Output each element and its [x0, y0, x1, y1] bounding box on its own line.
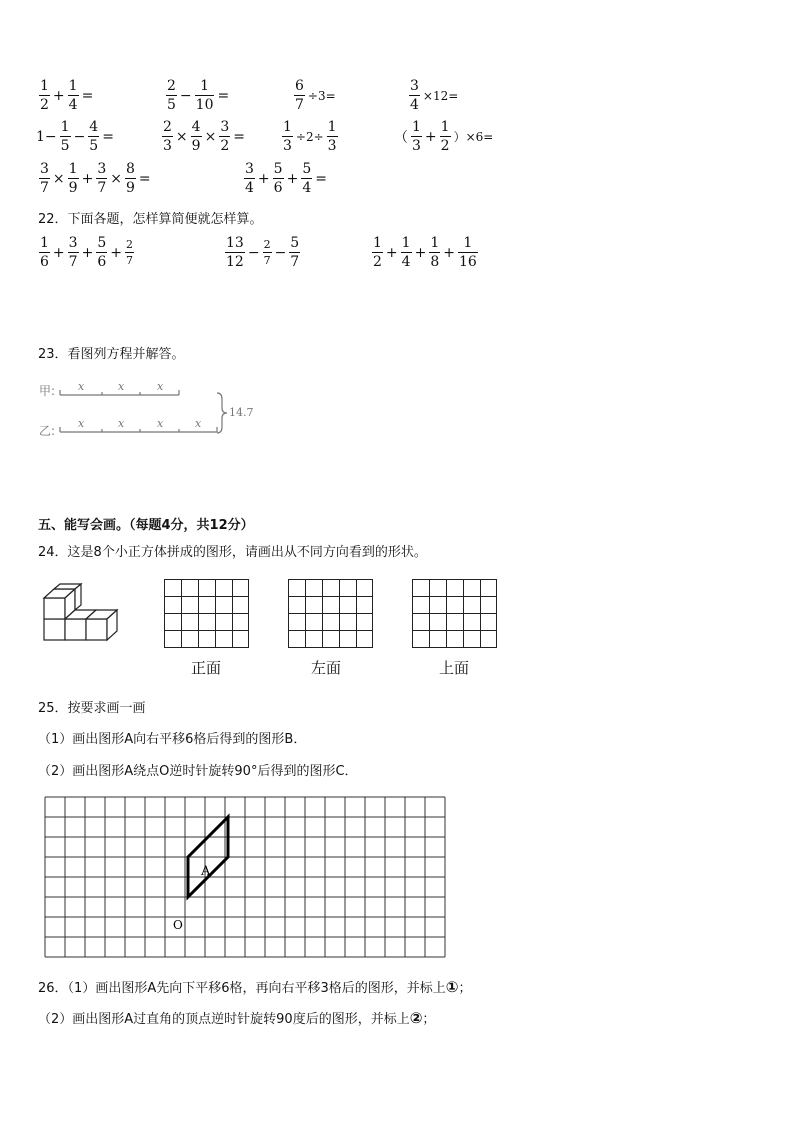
numerator: 1: [440, 119, 450, 135]
fraction: [429, 236, 440, 269]
calc-expr-3-1: [38, 162, 153, 195]
denominator: 6: [97, 254, 107, 270]
denominator: 5: [167, 97, 176, 113]
paren-open: （: [394, 129, 408, 146]
left-view-grid[interactable]: [288, 579, 373, 648]
fraction: [401, 236, 412, 269]
denominator: 6: [40, 254, 49, 270]
operator: +: [81, 244, 94, 261]
calc-expr-2-2: [161, 120, 247, 153]
fraction: [125, 239, 134, 266]
fraction: [327, 120, 338, 153]
x-label: x: [118, 417, 125, 430]
equals-sign: =: [315, 170, 327, 187]
numerator: 1: [412, 119, 421, 135]
operator: +: [81, 170, 94, 187]
calc-expr-1-1: [38, 79, 95, 112]
numerator: 3: [68, 235, 78, 251]
fraction: [244, 162, 255, 195]
denominator: 3: [283, 138, 292, 154]
denominator: 5: [89, 138, 99, 154]
denominator: 6: [273, 180, 283, 196]
operator: −: [179, 87, 192, 104]
numerator: 5: [97, 235, 107, 251]
denominator: 16: [458, 254, 477, 270]
fraction: [273, 162, 284, 195]
denominator: 7: [125, 254, 133, 267]
grid-lines: [45, 797, 445, 957]
q25-part-1: （1）画出图形A向右平移6格后得到的图形B．: [38, 732, 307, 747]
x-label: x: [78, 380, 85, 393]
numerator: 8: [125, 161, 135, 177]
operator: ×: [175, 128, 188, 145]
fraction: [68, 236, 79, 269]
fraction: [263, 239, 272, 266]
numerator: 3: [97, 161, 107, 177]
operator-tail: ）×6=: [453, 130, 494, 144]
yi-label: 乙:: [39, 424, 56, 438]
fraction: [166, 79, 177, 112]
numerator: 2: [263, 238, 271, 251]
fraction: [68, 162, 79, 195]
fraction: [162, 120, 173, 153]
denominator: 8: [430, 254, 440, 270]
q22-title: 22．下面各题，怎样算简便就怎样算。: [38, 212, 263, 227]
numerator: 3: [245, 161, 254, 177]
denominator: 3: [327, 138, 337, 154]
numerator: 1: [68, 161, 78, 177]
operator: +: [257, 170, 270, 187]
top-view-label: 上面: [439, 659, 470, 677]
operator: +: [110, 244, 122, 261]
q26-part-2-text: （2）画出图形A过直角的顶点逆时针旋转90度后的图形，并标上: [38, 1012, 410, 1027]
circled-one-mark: ①: [445, 977, 459, 996]
denominator: 9: [68, 180, 78, 196]
fraction: [411, 120, 422, 153]
fraction: [372, 236, 383, 269]
fraction: [88, 120, 99, 153]
numerator: 4: [89, 119, 99, 135]
denominator: 12: [226, 254, 244, 270]
denominator: 2: [40, 97, 49, 113]
q26-part-2: [38, 1008, 435, 1027]
denominator: 5: [60, 138, 70, 154]
q23-line-diagram: [36, 375, 266, 441]
numerator: 2: [163, 119, 172, 135]
front-view-label: 正面: [191, 659, 222, 677]
cube-stack-figure: [42, 583, 126, 643]
numerator: 1: [327, 119, 337, 135]
calc-expr-2-4: [392, 120, 495, 153]
x-label: x: [195, 417, 202, 430]
fraction: [219, 120, 230, 153]
denominator: 10: [195, 97, 214, 113]
fraction: [39, 79, 50, 112]
operator: +: [443, 244, 455, 261]
fraction: [409, 79, 420, 112]
circled-two-mark: ②: [409, 1008, 423, 1027]
numerator: 4: [191, 119, 201, 135]
fraction: [294, 79, 305, 112]
equals-sign: =: [217, 87, 230, 104]
fraction: [289, 236, 300, 269]
top-view-grid[interactable]: [412, 579, 497, 648]
numerator: 1: [430, 235, 440, 251]
left-view-label: 左面: [311, 659, 342, 677]
q25-grid[interactable]: [44, 795, 446, 959]
operator: −: [247, 244, 260, 261]
q26-part-1: [38, 977, 471, 996]
operator: +: [385, 244, 398, 261]
fraction: [191, 120, 202, 153]
numerator: 5: [290, 235, 300, 251]
fraction: [458, 236, 478, 269]
x-label: x: [118, 380, 125, 393]
q26-part-1-text: 26．（1）画出图形A先向下平移6格，再向右平移3格后的图形，并标上: [38, 981, 446, 996]
x-label: x: [78, 417, 85, 430]
numerator: 1: [200, 78, 210, 94]
q22-expr-1: [38, 236, 135, 269]
numerator: 1: [463, 235, 473, 251]
numerator: 1: [68, 78, 78, 94]
denominator: 4: [245, 180, 254, 196]
denominator: 2: [440, 138, 450, 154]
q26-part-1-end: ；: [458, 981, 472, 996]
front-view-grid[interactable]: [164, 579, 249, 648]
calc-expr-1-2: [165, 79, 231, 112]
denominator: 2: [220, 138, 230, 154]
denominator: 7: [295, 97, 304, 113]
q25-part-2: （2）画出图形A绕点O逆时针旋转90°后得到的图形C．: [38, 764, 358, 779]
numerator: 2: [125, 238, 133, 251]
numerator: 2: [167, 78, 176, 94]
operator: +: [52, 87, 65, 104]
equals-sign: =: [102, 128, 114, 145]
operator-prefix: 1−: [36, 128, 57, 145]
jia-label: 甲:: [39, 384, 56, 398]
q26-part-2-end: ；: [422, 1012, 436, 1027]
calc-expr-2-1: [36, 120, 116, 153]
operator: +: [286, 170, 299, 187]
operator: ×: [204, 128, 217, 145]
operator: −: [274, 244, 287, 261]
fraction: [60, 120, 71, 153]
denominator: 9: [125, 180, 135, 196]
fraction: [39, 236, 50, 269]
denominator: 7: [97, 180, 107, 196]
numerator: 5: [302, 161, 312, 177]
denominator: 4: [68, 97, 78, 113]
denominator: 7: [290, 254, 300, 270]
numerator: 3: [40, 161, 49, 177]
operator: ÷2÷: [295, 129, 324, 144]
numerator: 1: [40, 235, 49, 251]
denominator: 7: [40, 180, 49, 196]
q22-expr-2: [224, 236, 301, 269]
fraction: [440, 120, 451, 153]
fraction: [301, 162, 312, 195]
total-label: 14.7: [229, 406, 254, 419]
fraction: [282, 120, 293, 153]
operator-tail: ÷3=: [307, 88, 336, 103]
numerator: 1: [401, 235, 411, 251]
operator: +: [414, 244, 427, 261]
fraction: [96, 236, 107, 269]
q22-expr-3: [371, 236, 479, 269]
equals-sign: =: [81, 87, 94, 104]
denominator: 4: [302, 180, 312, 196]
operator: +: [424, 128, 437, 145]
x-label: x: [157, 380, 164, 393]
operator-tail: ×12=: [422, 88, 459, 103]
q24-title: 24．这是8个小正方体拼成的图形，请画出从不同方向看到的形状。: [38, 545, 427, 560]
denominator: 4: [410, 97, 419, 113]
numerator: 3: [410, 78, 419, 94]
operator: ×: [52, 170, 65, 187]
section-5-heading: 五、能写会画。（每题4分，共12分）: [38, 518, 254, 533]
numerator: 1: [283, 119, 292, 135]
equals-sign: =: [233, 128, 245, 145]
fraction: [225, 236, 245, 269]
denominator: 4: [401, 254, 411, 270]
denominator: 3: [412, 138, 421, 154]
denominator: 7: [263, 254, 271, 267]
fraction: [96, 162, 107, 195]
denominator: 2: [373, 254, 382, 270]
operator: ×: [110, 170, 122, 187]
denominator: 7: [68, 254, 78, 270]
fraction: [39, 162, 50, 195]
numerator: 1: [40, 78, 49, 94]
q25-title: 25．按要求画一画: [38, 701, 146, 716]
operator: +: [52, 244, 65, 261]
numerator: 13: [226, 235, 244, 251]
denominator: 9: [191, 138, 201, 154]
numerator: 5: [273, 161, 283, 177]
fraction: [125, 162, 136, 195]
numerator: 3: [220, 119, 230, 135]
denominator: 3: [163, 138, 172, 154]
fraction: [68, 79, 79, 112]
shape-a-label: A: [201, 864, 211, 879]
curly-brace: [217, 393, 227, 433]
equals-sign: =: [138, 170, 151, 187]
calc-expr-3-2: [243, 162, 329, 195]
calc-expr-2-3: [281, 120, 339, 153]
operator: −: [73, 128, 86, 145]
q23-title: 23．看图列方程并解答。: [38, 347, 185, 362]
calc-expr-1-4: [408, 79, 460, 112]
point-o-label: O: [173, 918, 183, 932]
x-label: x: [157, 417, 164, 430]
numerator: 6: [295, 78, 304, 94]
numerator: 1: [373, 235, 382, 251]
calc-expr-1-3: [293, 79, 338, 112]
fraction: [195, 79, 215, 112]
numerator: 1: [60, 119, 70, 135]
